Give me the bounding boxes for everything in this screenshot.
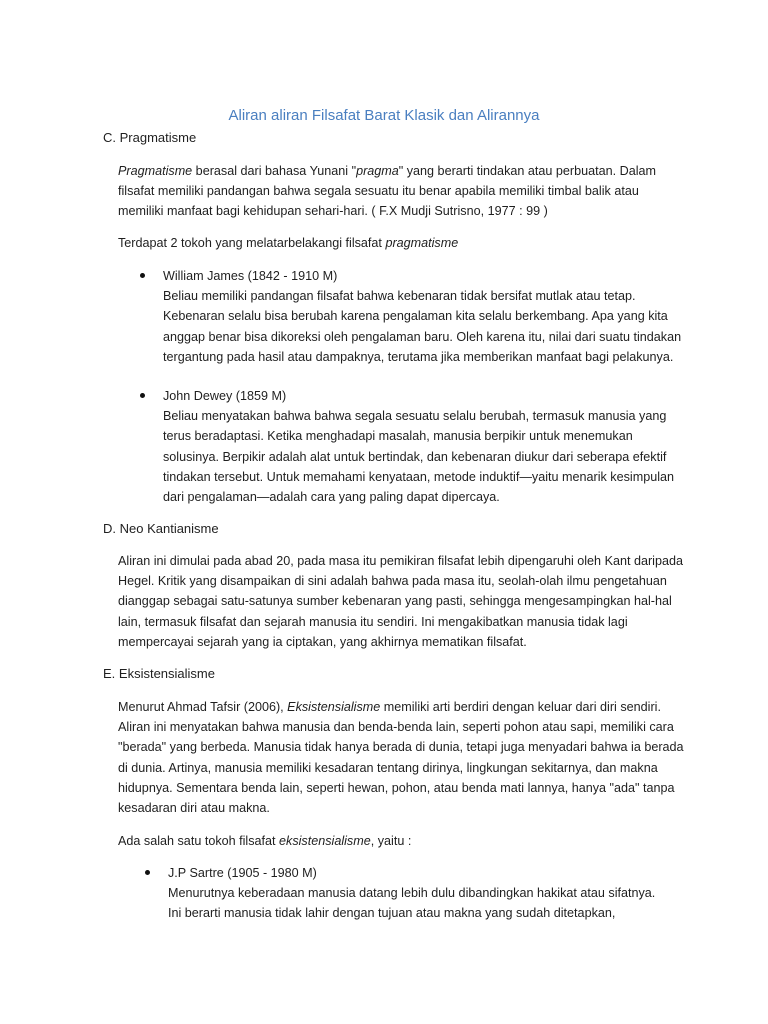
bullet-icon — [140, 393, 145, 398]
term-pragma: pragma — [356, 164, 399, 178]
pragmatisme-tokoh-intro: Terdapat 2 tokoh yang melatarbelakangi filsafat pragmatisme — [118, 236, 459, 250]
eksistensialisme-tokoh-intro: Ada salah satu tokoh filsafat eksistensialisme, yaitu : — [118, 834, 412, 848]
section-heading-neo-kantianisme: D. Neo Kantianisme — [103, 521, 219, 536]
list-item-jp-sartre: J.P Sartre (1905 - 1980 M) Menurutnya keberadaan manusia datang lebih dulu dibandingkan hakikat atau sifatnya. Ini berarti manusia tidak lahir dengan tujuan atau makna yang sudah ditetapkan, — [168, 866, 656, 921]
section-heading-pragmatisme: C. Pragmatisme — [103, 130, 197, 145]
list-item-william-james: William James (1842 - 1910 M) Beliau memiliki pandangan filsafat bahwa kebenaran tidak bersifat mutlak atau tetap. Kebenaran selalu bisa berubah karena pengalaman kita selalu berkembang. Apa yang kita anggap benar bisa dikoreksi oleh pengalaman baru. Oleh karena itu, nilai dari suatu tindakan tergantung pada hasil atau dampaknya, terutama jika memberikan manfaat bagi pelakunya. — [163, 269, 682, 364]
bullet-icon — [140, 273, 145, 278]
eksistensialisme-paragraph: Menurut Ahmad Tafsir (2006), Eksistensialisme memiliki arti berdiri dengan keluar dari diri sendiri. Aliran ini menyatakan bahwa manusia dan benda-benda lain, seperti pohon atau sapi, memiliki cara "berada" yang berbeda. Manusia tidak hanya berada di dunia, tetapi juga menyadari bahwa ia berada di dunia. Artinya, manusia memiliki kesadaran tentang dirinya, lingkungan sekitarnya, dan makna hidupnya. Sementara benda lain, seperti hewan, pohon, atau benda mati lannya, hanya "ada" tanpa kesadaran diri atau makna. — [118, 700, 684, 816]
neo-kantianisme-paragraph: Aliran ini dimulai pada abad 20, pada masa itu pemikiran filsafat lebih dipengaruhi oleh Kant daripada Hegel. Kritik yang disampaikan di sini adalah bahwa pada masa itu, seolah-olah ilmu pengetahuan dianggap sebagai satu-satunya sumber kebenaran yang pasti, sehingga mengesampingkan hal-hal lain, termasuk filsafat dan sejarah manusia itu sendiri. Ini mengakibatkan manusia tidak lagi mempercayai sejarah yang ia ciptakan, yang akhirnya mematikan filsafat. — [118, 554, 683, 649]
term-pragmatisme: Pragmatisme — [118, 164, 193, 178]
pragmatisme-paragraph: Pragmatisme berasal dari bahasa Yunani "pragma" yang berarti tindakan atau perbuatan. Dalam filsafat memiliki pandangan bahwa segala sesuatu itu benar apabila memiliki timbal balik atau memiliki manfaat bagi kehidupan sehari-hari. ( F.X Mudji Sutrisno, 1977 : 99 ) — [118, 164, 656, 219]
list-item-john-dewey: John Dewey (1859 M) Beliau menyatakan bahwa bahwa segala sesuatu selalu berubah, termasuk manusia yang terus beradaptasi. Ketika menghadapi masalah, manusia berpikir untuk menemukan solusinya. Berpikir adalah alat untuk bertindak, dan kebenaran diukur dari seberapa efektif tindakan tersebut. Untuk memahami kenyataan, metode induktif—yaitu menarik kesimpulan dari pengalaman—adalah cara yang paling dapat dipercaya. — [163, 389, 675, 505]
document-title: Aliran aliran Filsafat Barat Klasik dan Alirannya — [228, 107, 540, 124]
bullet-icon — [145, 870, 150, 875]
section-heading-eksistensialisme: E. Eksistensialisme — [103, 666, 215, 681]
